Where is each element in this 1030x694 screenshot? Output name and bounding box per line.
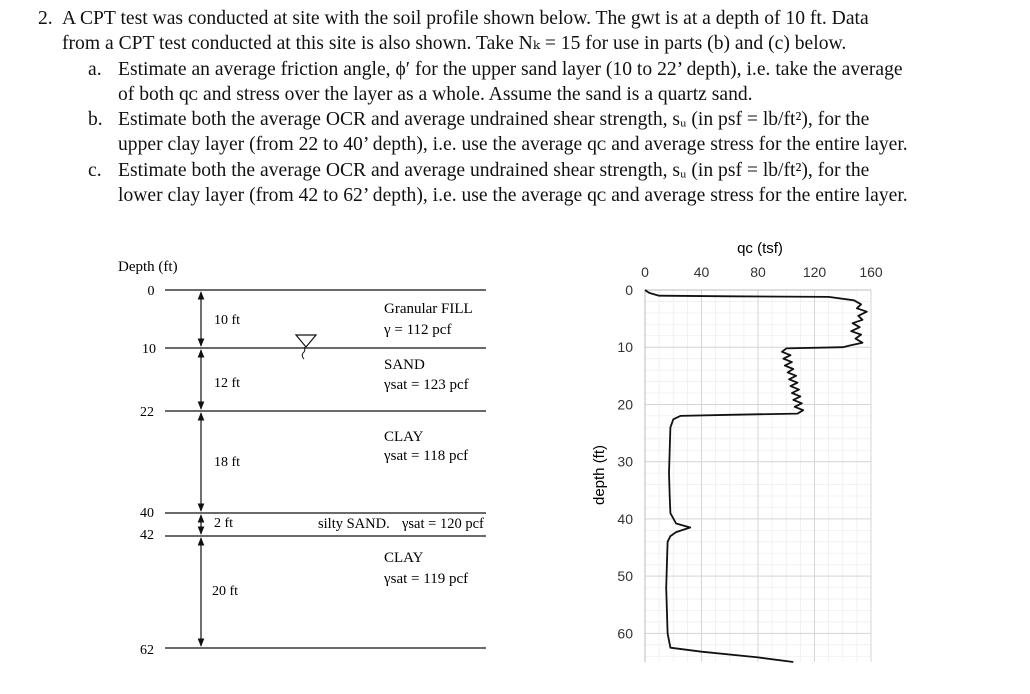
depth-label: 0: [147, 284, 155, 299]
part-label: b.: [88, 109, 103, 131]
thickness-label: 12 ft: [214, 376, 241, 391]
depth-label: 62: [140, 643, 154, 658]
layer-name: SAND: [384, 357, 425, 373]
part-line: Estimate an average friction angle, ϕ′ for the upper sand layer (10 to 22’ depth), i.e. take the average: [118, 58, 903, 80]
layer-unit-weight: γsat = 120 pcf: [402, 516, 484, 532]
depth-axis-label: Depth (ft): [118, 259, 178, 275]
problem-intro-line: A CPT test was conducted at site with the soil profile shown below. The gwt is at a depth of 10 ft. Data: [62, 8, 869, 29]
y-tick-label: 20: [617, 396, 633, 413]
part-label: a.: [88, 58, 102, 80]
layer-name: CLAY: [384, 429, 424, 445]
part-line: Estimate both the average OCR and average undrained shear strength, sᵤ (in psf = lb/ft²), for the: [118, 109, 870, 131]
layer-name: CLAY: [384, 550, 424, 566]
layer-name: silty SAND.: [318, 516, 390, 532]
y-tick-label: 30: [617, 453, 633, 470]
problem-number: 2.: [38, 8, 53, 29]
part-line: lower clay layer (from 42 to 62’ depth), i.e. use the average qᴄ and average stress for the entire layer.: [118, 185, 908, 207]
thickness-label: 20 ft: [212, 584, 239, 599]
y-tick-label: 40: [617, 510, 633, 527]
layer-unit-weight: γsat = 123 pcf: [384, 377, 469, 393]
y-axis-label: depth (ft): [591, 444, 608, 506]
x-tick-label: 0: [641, 264, 649, 280]
x-tick-label: 160: [859, 264, 883, 280]
depth-label: 40: [140, 506, 154, 521]
part-line: of both qᴄ and stress over the layer as a whole. Assume the sand is a quartz sand.: [118, 83, 753, 105]
y-tick-label: 10: [617, 339, 633, 356]
layer-unit-weight: γsat = 119 pcf: [384, 571, 469, 587]
layer-unit-weight: γsat = 118 pcf: [384, 448, 469, 464]
x-tick-label: 120: [802, 264, 827, 280]
problem-intro-line: from a CPT test conducted at this site is also shown. Take Nₖ = 15 for use in parts (b) and (c) below.: [62, 33, 847, 55]
x-tick-label: 40: [693, 264, 710, 280]
x-tick-label: 80: [750, 264, 766, 280]
qc-profile-line: [645, 290, 867, 662]
part-line: upper clay layer (from 22 to 40’ depth), i.e. use the average qᴄ and average stress for the entire layer.: [118, 134, 908, 156]
y-tick-label: 50: [617, 568, 633, 585]
chart-series: [645, 290, 867, 662]
thickness-label: 18 ft: [214, 455, 241, 470]
thickness-label: 10 ft: [214, 313, 241, 328]
part-line: Estimate both the average OCR and average undrained shear strength, sᵤ (in psf = lb/ft²), for the: [118, 159, 870, 181]
thickness-label: 2 ft: [214, 516, 234, 531]
chart-title: qᴄ (tsf): [737, 240, 783, 257]
soil-profile: [118, 259, 486, 658]
water-table-icon: [296, 335, 316, 359]
layer-name: Granular FILL: [384, 301, 473, 317]
chart-grid: [645, 290, 871, 662]
layer-unit-weight: γ = 112 pcf: [384, 322, 452, 338]
part-label: c.: [88, 159, 102, 181]
depth-label: 42: [140, 528, 154, 543]
depth-label: 22: [140, 405, 154, 420]
y-tick-label: 0: [625, 282, 633, 298]
depth-label: 10: [142, 342, 156, 357]
y-tick-label: 60: [617, 625, 633, 642]
cpt-chart: [591, 240, 883, 662]
